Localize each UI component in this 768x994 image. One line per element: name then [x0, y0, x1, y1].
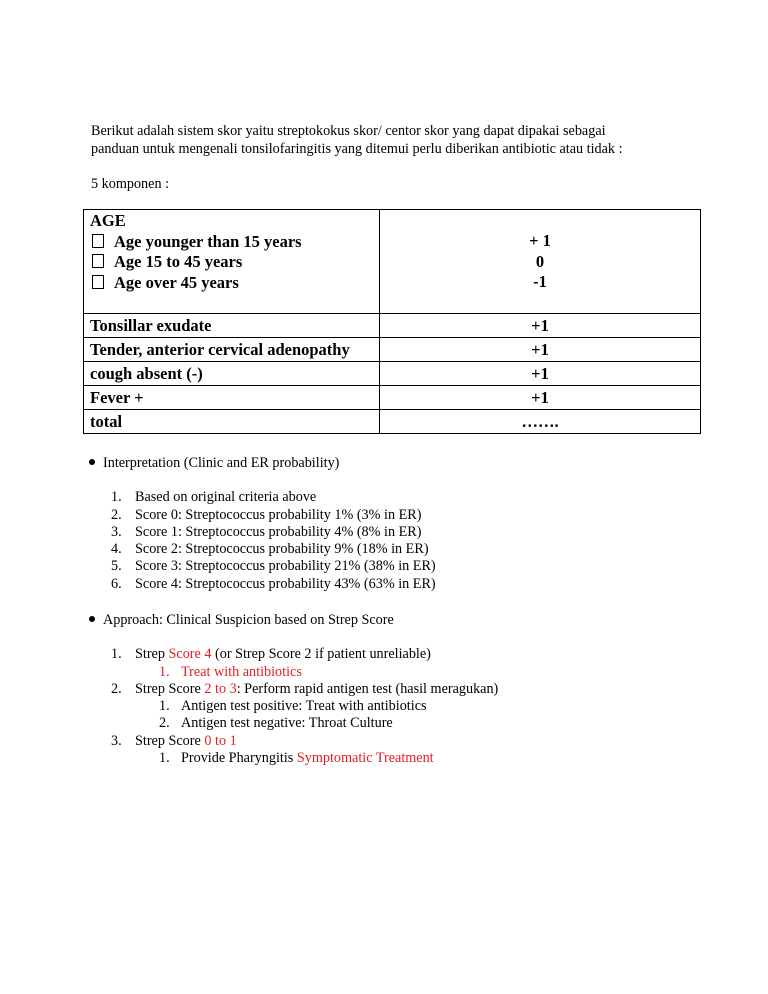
table-row — [84, 314, 701, 338]
table-row — [84, 386, 701, 410]
approach-heading: Approach: Clinical Suspicion based on Strep Score — [89, 612, 498, 629]
intro-line-2: panduan untuk mengenali tonsilofaringitis yang ditemui perlu diberikan antibiotic atau tidak : — [91, 141, 623, 157]
age-value: 0 — [535, 251, 545, 271]
age-value: -1 — [533, 272, 547, 291]
list-item: 2. Score 0: Streptococcus probability 1% (3% in ER) — [111, 506, 422, 523]
age-header: AGE — [90, 211, 126, 230]
criterion-value: +1 — [380, 314, 701, 338]
bullet-icon — [89, 616, 95, 622]
criterion-value: +1 — [380, 338, 701, 362]
list-item: 6. Score 4: Streptococcus probability 43% (63% in ER) — [111, 575, 436, 592]
intro-line-1: Berikut adalah sistem skor yaitu streptokokus skor/ centor skor yang dapat dipakai sebagai — [91, 123, 606, 139]
bullet-icon — [89, 459, 95, 465]
criterion-value: +1 — [380, 362, 701, 386]
sub-list-item: 1. Antigen test positive: Treat with antibiotics — [159, 698, 427, 715]
age-values-cell — [380, 210, 701, 314]
interpretation-heading: Interpretation (Clinic and ER probability) — [89, 455, 436, 472]
checkbox-icon — [92, 275, 104, 289]
centor-score-table — [83, 209, 701, 434]
list-item: 2. Strep Score 2 to 3: Perform rapid antigen test (hasil meragukan) — [111, 680, 499, 697]
checkbox-icon — [92, 254, 104, 268]
list-item: 1. Based on original criteria above — [111, 489, 317, 506]
checkbox-icon — [92, 234, 104, 248]
total-value: ……. — [380, 410, 701, 434]
total-label: total — [84, 410, 380, 434]
approach-section — [91, 612, 498, 767]
sub-list-item: 1. Treat with antibiotics — [159, 663, 302, 680]
table-row — [84, 410, 701, 434]
interpretation-list — [91, 489, 436, 593]
list-item: 5. Score 3: Streptococcus probability 21% (38% in ER) — [111, 558, 436, 575]
criterion-value: +1 — [380, 386, 701, 410]
sub-list-item: 2. Antigen test negative: Throat Culture — [159, 715, 393, 732]
age-item: Age over 45 years — [90, 273, 373, 294]
interpretation-section — [91, 455, 436, 593]
age-value: + 1 — [529, 231, 551, 250]
list-item: 3. Strep Score 0 to 1 — [111, 732, 237, 749]
criterion-label: Tender, anterior cervical adenopathy — [84, 338, 380, 362]
komponen-label: 5 komponen : — [91, 176, 170, 192]
list-item: 3. Score 1: Streptococcus probability 4% (8% in ER) — [111, 523, 422, 540]
age-row — [84, 210, 701, 314]
criterion-label: cough absent (-) — [84, 362, 380, 386]
intro-paragraph — [91, 122, 711, 158]
table-row — [84, 338, 701, 362]
criterion-label: Fever + — [84, 386, 380, 410]
criterion-label: Tonsillar exudate — [84, 314, 380, 338]
age-criteria-cell — [84, 210, 380, 314]
sub-list-item: 1. Provide Pharyngitis Symptomatic Treatment — [159, 750, 434, 767]
age-item: Age younger than 15 years — [90, 232, 373, 253]
age-item: Age 15 to 45 years — [90, 252, 373, 273]
list-item: 1. Strep Score 4 (or Strep Score 2 if patient unreliable) — [111, 646, 431, 663]
table-row — [84, 362, 701, 386]
list-item: 4. Score 2: Streptococcus probability 9% (18% in ER) — [111, 541, 429, 558]
